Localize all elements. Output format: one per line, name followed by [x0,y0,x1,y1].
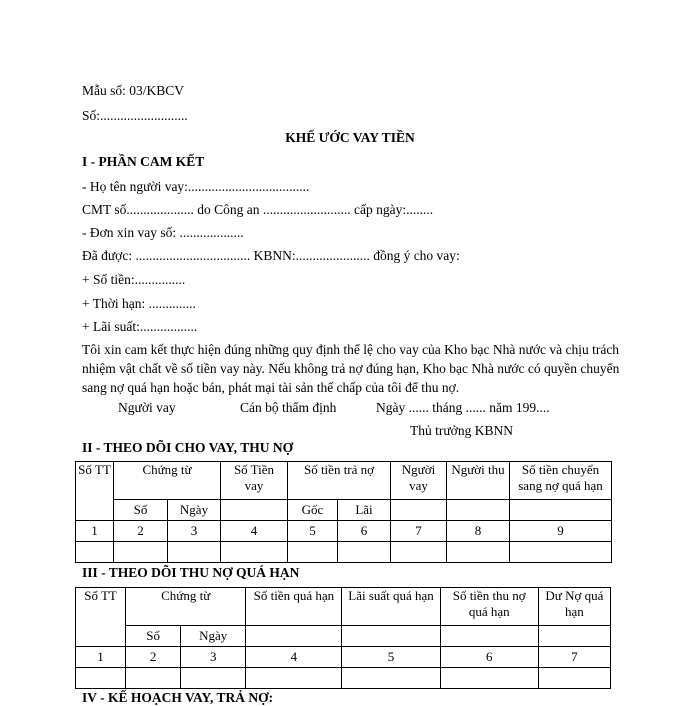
table-cell [246,668,342,689]
column-number: 2 [114,521,168,542]
loan-tracking-table [75,461,612,563]
col-overdue-collected: Số tiền thu nợ quá hạn [440,588,538,626]
col-document: Chứng từ [126,588,246,626]
table-cell [510,542,612,563]
table-cell [538,668,610,689]
column-number: 6 [338,521,391,542]
table-row [76,668,611,689]
amount-line: + Số tiền:............... [82,272,186,287]
column-number: 1 [76,647,126,668]
commitment-paragraph: Tôi xin cam kết thực hiện đúng những quy định thể lệ cho vay của Kho bạc Nhà nước và chịu trách nhiệm vật chất về số tiền vay này. Nếu không trả nợ đúng hạn, Kho bạc Nhà nước có quyền chuyển sang nợ quá hạn hoặc bán, phát mại tài sản thế chấp của tôi để thu nợ. [82,342,620,395]
col-principal: Gốc [288,500,338,521]
col-borrower: Người vay [391,462,447,500]
col-stt: Số TT [76,462,114,521]
signature-head: Thủ trưởng KBNN [410,423,513,438]
table-cell [76,668,126,689]
column-number: 3 [168,521,221,542]
table-cell [342,668,440,689]
col-collector: Người thu [447,462,510,500]
signature-date: Ngày ...... tháng ...... năm 199.... [376,400,550,415]
table-cell [342,626,440,647]
col-transfer-overdue: Số tiền chuyển sang nợ quá hạn [510,462,612,500]
col-overdue-interest: Lãi suất quá hạn [342,588,440,626]
column-number: 2 [126,647,181,668]
col-interest: Lãi [338,500,391,521]
column-number: 9 [510,521,612,542]
table-cell [114,542,168,563]
column-number: 3 [181,647,246,668]
column-number: 5 [288,521,338,542]
table-cell [440,668,538,689]
column-number: 8 [447,521,510,542]
id-card-line: CMT số.................... do Công an .......................... cấp ngày:........ [82,202,434,217]
col-loan-amount: Số Tiền vay [221,462,288,500]
document-title: KHẾ ƯỚC VAY TIỀN [285,130,415,145]
section-4-heading: IV - KẾ HOẠCH VAY, TRẢ NỢ: [82,690,274,705]
table-cell [221,542,288,563]
term-line: + Thời hạn: .............. [82,296,196,311]
table-cell [510,500,612,521]
signature-borrower: Người vay [118,400,176,415]
table-cell [221,500,288,521]
table-cell [447,500,510,521]
table-cell [181,668,246,689]
signature-appraiser: Cán bộ thẩm định [240,400,337,415]
column-number-row [76,521,612,542]
table-cell [288,542,338,563]
table-cell [126,668,181,689]
col-doc-number: Số [114,500,168,521]
table-cell [538,626,610,647]
overdue-tracking-table [75,587,611,689]
application-number-line: - Đơn xin vay số: ................... [82,225,244,240]
col-doc-number: Số [126,626,181,647]
column-number: 6 [440,647,538,668]
column-number-row [76,647,611,668]
col-doc-date: Ngày [168,500,221,521]
table-cell [391,542,447,563]
col-doc-date: Ngày [181,626,246,647]
column-number: 4 [246,647,342,668]
table-cell [246,626,342,647]
table-cell [391,500,447,521]
table-cell [440,626,538,647]
col-overdue-balance: Dư Nợ quá hạn [538,588,610,626]
section-2-heading: II - THEO DÕI CHO VAY, THU NỢ [82,440,294,455]
approval-line: Đã được: .................................. KBNN:...................... đồng ý cho vay: [82,248,460,263]
col-repayment: Số tiền trả nợ [288,462,391,500]
interest-rate-line: + Lãi suất:................. [82,319,198,334]
table-cell [447,542,510,563]
section-3-heading: III - THEO DÕI THU NỢ QUÁ HẠN [82,565,300,580]
section-1-heading: I - PHẦN CAM KẾT [82,154,205,169]
col-stt: Số TT [76,588,126,647]
table-cell [168,542,221,563]
column-number: 7 [391,521,447,542]
borrower-name-line: - Họ tên người vay:.................................... [82,179,310,194]
column-number: 1 [76,521,114,542]
column-number: 5 [342,647,440,668]
table-cell [76,542,114,563]
column-number: 4 [221,521,288,542]
document-number: Số:.......................... [82,108,188,123]
form-code: Mẫu số: 03/KBCV [82,83,185,98]
table-cell [338,542,391,563]
table-row [76,542,612,563]
column-number: 7 [538,647,610,668]
col-document: Chứng từ [114,462,221,500]
col-overdue-amount: Số tiền quá hạn [246,588,342,626]
